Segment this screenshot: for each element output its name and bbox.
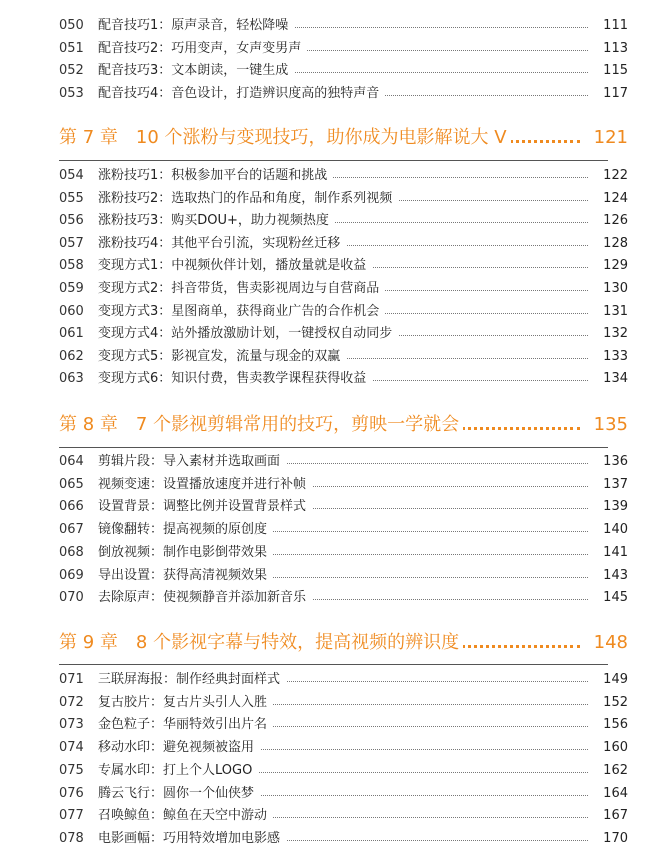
entry-title: 视频变速：设置播放速度并进行补帧 [98,474,312,496]
toc-entry[interactable] [0,278,650,300]
toc-entry[interactable] [0,496,650,518]
entry-page-number: 156 [599,714,628,736]
entry-number: 058 [59,258,84,274]
entry-number: 063 [59,371,84,387]
entry-page-number: 140 [599,519,628,541]
entry-page-number: 167 [599,805,628,827]
entry-title: 剪辑片段：导入素材并选取画面 [98,451,286,473]
entry-page-number: 137 [599,474,628,496]
entry-page-number: 131 [599,301,628,323]
entry-page-number: 133 [599,346,628,368]
toc-entry[interactable] [0,474,650,496]
entry-number: 050 [59,18,84,33]
entry-number: 074 [59,740,84,756]
entry-title: 变现方式3：星图商单，获得商业广告的合作机会 [98,301,385,323]
entry-page-number: 124 [599,188,628,210]
entry-title: 三联屏海报：制作经典封面样式 [98,669,286,691]
entry-page-number: 139 [599,496,628,518]
entry-number: 056 [59,213,84,229]
entry-number: 075 [59,762,84,778]
entry-page-number: 132 [599,323,628,345]
toc-entry[interactable] [0,828,650,850]
entry-page-number: 117 [599,83,628,105]
entry-page-number: 149 [599,669,628,691]
entry-number: 071 [59,672,84,687]
entry-page-number: 141 [599,542,628,564]
entry-number: 053 [59,86,84,102]
toc-entry[interactable] [0,519,650,541]
entry-title: 配音技巧4：音色设计，打造辨识度高的独特声音 [98,83,385,105]
toc-entry[interactable] [0,255,650,277]
entry-title: 电影画幅：巧用特效增加电影感 [98,828,286,850]
entry-title: 变现方式4：站外播放激励计划，一键授权自动同步 [98,323,398,345]
entry-number: 073 [59,717,84,733]
entry-title: 召唤鲸鱼：鲸鱼在天空中游动 [98,805,273,827]
entry-title: 涨粉技巧2：选取热门的作品和角度，制作系列视频 [98,188,398,210]
chapter-title: 第 7 章 10 个涨粉与变现技巧，助你成为电影解说大 V [59,123,511,153]
entry-number: 052 [59,63,84,79]
chapter-page-number: 121 [590,123,628,153]
toc-entry[interactable] [0,587,650,609]
entry-title: 去除原声：使视频静音并添加新音乐 [98,587,312,609]
toc-entry[interactable] [0,210,650,232]
entry-title: 变现方式2：抖音带货，售卖影视周边与自营商品 [98,278,385,300]
entry-title: 涨粉技巧4：其他平台引流，实现粉丝迁移 [98,233,346,255]
entry-page-number: 113 [599,38,628,60]
toc-entry[interactable] [0,346,650,368]
entry-number: 054 [59,168,84,183]
entry-title: 专属水印：打上个人LOGO [98,760,258,782]
entry-page-number: 111 [599,15,628,37]
entry-page-number: 136 [599,451,628,473]
entry-page-number: 115 [599,60,628,82]
chapter-divider [59,447,608,448]
toc-entry[interactable] [0,233,650,255]
chapter-title: 第 8 章 7 个影视剪辑常用的技巧，剪映一学就会 [59,410,463,440]
toc-entry[interactable] [0,60,650,82]
entry-number: 067 [59,522,84,538]
entry-page-number: 126 [599,210,628,232]
toc-entry[interactable] [0,15,650,37]
toc-entry[interactable] [0,301,650,323]
toc-entry[interactable] [0,783,650,805]
entry-title: 配音技巧2：巧用变声，女声变男声 [98,38,307,60]
entry-number: 066 [59,499,84,515]
entry-title: 镜像翻转：提高视频的原创度 [98,519,273,541]
toc-entry[interactable] [0,38,650,60]
entry-number: 069 [59,567,84,583]
chapter-heading[interactable] [0,123,650,153]
toc-entry[interactable] [0,760,650,782]
entry-title: 金色粒子：华丽特效引出片名 [98,714,273,736]
toc-entry[interactable] [0,188,650,210]
entry-number: 072 [59,694,84,710]
entry-number: 068 [59,544,84,560]
entry-number: 064 [59,454,84,469]
toc-entry[interactable] [0,692,650,714]
entry-page-number: 129 [599,255,628,277]
entry-title: 复古胶片：复古片头引人入胜 [98,692,273,714]
entry-page-number: 130 [599,278,628,300]
entry-title: 变现方式6：知识付费，售卖教学课程获得收益 [98,368,372,390]
entry-title: 配音技巧1：原声录音，轻松降噪 [98,15,294,37]
entry-title: 腾云飞行：圆你一个仙侠梦 [98,783,260,805]
chapter-heading[interactable] [0,410,650,440]
toc-entry[interactable] [0,669,650,691]
entry-number: 057 [59,235,84,251]
entry-title: 配音技巧3：文本朗读，一键生成 [98,60,294,82]
toc-entry[interactable] [0,805,650,827]
chapter-page-number: 148 [590,628,628,658]
entry-number: 061 [59,326,84,342]
entry-page-number: 122 [599,165,628,187]
entry-page-number: 143 [599,565,628,587]
chapter-heading[interactable] [0,628,650,658]
entry-title: 倒放视频：制作电影倒带效果 [98,542,273,564]
toc-entry[interactable] [0,165,650,187]
entry-number: 076 [59,785,84,801]
toc-entry[interactable] [0,737,650,759]
entry-number: 070 [59,590,84,606]
chapter-divider [59,160,608,161]
entry-title: 导出设置：获得高清视频效果 [98,565,273,587]
entry-title: 变现方式5：影视宣发，流量与现金的双赢 [98,346,346,368]
chapter-page-number: 135 [590,410,628,440]
toc-entry[interactable] [0,368,650,390]
toc-entry[interactable] [0,565,650,587]
toc-entry[interactable] [0,83,650,105]
toc-entry[interactable] [0,714,650,736]
entry-title: 变现方式1：中视频伙伴计划，播放量就是收益 [98,255,372,277]
entry-number: 065 [59,476,84,492]
entry-page-number: 164 [599,783,628,805]
toc-entry[interactable] [0,542,650,564]
entry-title: 涨粉技巧1：积极参加平台的话题和挑战 [98,165,333,187]
entry-number: 051 [59,40,84,56]
chapter-divider [59,664,608,665]
entry-page-number: 160 [599,737,628,759]
entry-title: 设置背景：调整比例并设置背景样式 [98,496,312,518]
entry-number: 062 [59,348,84,364]
entry-title: 移动水印：避免视频被盗用 [98,737,260,759]
entry-number: 077 [59,808,84,824]
entry-title: 涨粉技巧3：购买DOU+，助力视频热度 [98,210,335,232]
entry-number: 059 [59,281,84,296]
entry-page-number: 145 [599,587,628,609]
entry-page-number: 134 [599,368,628,390]
entry-page-number: 162 [599,760,628,782]
entry-page-number: 128 [599,233,628,255]
entry-page-number: 170 [599,828,628,850]
toc-entry[interactable] [0,323,650,345]
entry-number: 060 [59,303,84,319]
chapter-title: 第 9 章 8 个影视字幕与特效，提高视频的辨识度 [59,628,463,658]
entry-page-number: 152 [599,692,628,714]
toc-entry[interactable] [0,451,650,473]
entry-number: 055 [59,190,84,206]
entry-number: 078 [59,830,84,846]
